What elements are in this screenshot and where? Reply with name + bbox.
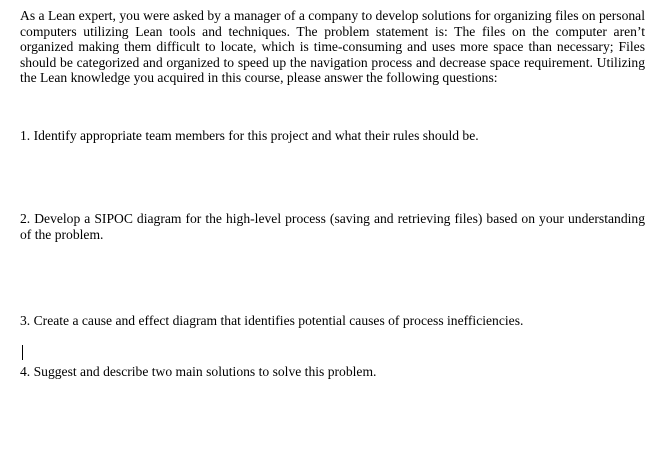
text-cursor (22, 345, 23, 360)
question-1: 1. Identify appropriate team members for this project and what their rules should be. (20, 128, 479, 143)
question-3: 3. Create a cause and effect diagram that identifies potential causes of process inefficiencies. (20, 313, 524, 328)
document-page (20, 8, 645, 379)
question-2: 2. Develop a SIPOC diagram for the high-level process (saving and retrieving files) based on your understanding of the problem. (20, 211, 645, 242)
question-4: 4. Suggest and describe two main solutions to solve this problem. (20, 364, 377, 379)
problem-statement: As a Lean expert, you were asked by a manager of a company to develop solutions for organizing files on personal computers utilizing Lean tools and techniques. The problem statement is: The files on the computer aren’t organized making them difficult to locate, which is time-consuming and uses more space than necessary; Files should be categorized and organized to speed up the navigation process and decrease space requirement. Utilizing the Lean knowledge you acquired in this course, please answer the following questions: (20, 8, 645, 86)
